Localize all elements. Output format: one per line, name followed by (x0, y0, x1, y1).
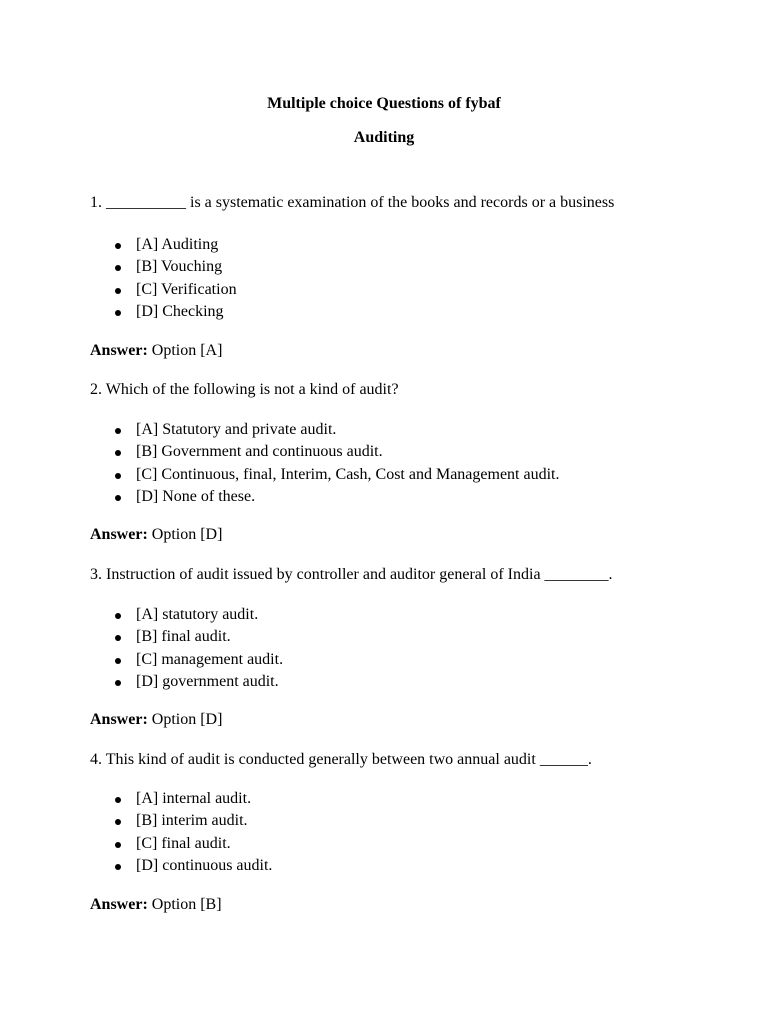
option-text: [C] Continuous, final, Interim, Cash, Cost and Management audit. (136, 465, 560, 483)
answer-label: Answer: (90, 711, 148, 728)
document-subtitle: Auditing (353, 129, 415, 146)
option-text: [B] final audit. (136, 628, 231, 646)
bullet-icon (115, 797, 121, 803)
option-item (112, 788, 272, 810)
bullet-icon (115, 450, 121, 456)
bullet-icon (115, 243, 121, 249)
option-item (112, 604, 283, 626)
option-item (112, 279, 237, 301)
question-4-options (112, 788, 272, 877)
option-item (112, 671, 283, 693)
question-1-text: 1. __________ is a systematic examination of the books and records or a business (90, 194, 615, 211)
option-item (112, 649, 283, 671)
option-text: [C] management audit. (136, 650, 284, 668)
option-text: [D] None of these. (136, 487, 256, 505)
option-item (112, 441, 560, 463)
bullet-icon (115, 613, 121, 619)
answer-value: Option [D] (151, 526, 223, 543)
option-text: [A] internal audit. (136, 790, 252, 807)
bullet-icon (115, 635, 121, 641)
option-text: [D] Checking (136, 302, 224, 320)
answer-value: Option [D] (151, 711, 223, 728)
option-text: [B] Government and continuous audit. (136, 443, 383, 461)
option-item (112, 419, 560, 441)
bullet-icon (115, 288, 121, 294)
bullet-icon (115, 495, 121, 501)
document-title: Multiple choice Questions of fybaf (267, 95, 501, 112)
option-item (112, 833, 272, 855)
option-item (112, 810, 272, 832)
question-3-options (112, 604, 283, 693)
option-text: [B] Vouching (136, 258, 223, 276)
option-text: [B] interim audit. (136, 812, 248, 830)
option-item (112, 486, 560, 508)
option-text: [C] Verification (136, 280, 237, 298)
option-text: [D] government audit. (136, 672, 279, 690)
question-4-text: 4. This kind of audit is conducted generally between two annual audit ______. (90, 751, 592, 768)
bullet-icon (115, 265, 121, 271)
option-text: [C] final audit. (136, 834, 231, 852)
bullet-icon (115, 310, 121, 316)
bullet-icon (115, 819, 121, 825)
bullet-icon (115, 428, 121, 434)
option-text: [A] Statutory and private audit. (136, 421, 337, 438)
answer-label: Answer: (90, 342, 148, 359)
bullet-icon (115, 680, 121, 686)
option-item (112, 301, 237, 323)
question-4-answer (90, 895, 222, 915)
option-text: [A] Auditing (136, 236, 219, 253)
option-text: [A] statutory audit. (136, 606, 259, 623)
question-1-options (112, 234, 237, 323)
option-item (112, 626, 283, 648)
answer-label: Answer: (90, 896, 148, 913)
answer-label: Answer: (90, 526, 148, 543)
question-2-options (112, 419, 560, 508)
bullet-icon (115, 864, 121, 870)
option-item (112, 256, 237, 278)
question-2-text: 2. Which of the following is not a kind of audit? (90, 381, 399, 398)
option-item (112, 234, 237, 256)
option-text: [D] continuous audit. (136, 856, 273, 874)
bullet-icon (115, 658, 121, 664)
option-item (112, 855, 272, 877)
question-1-answer (90, 341, 222, 361)
bullet-icon (115, 473, 121, 479)
answer-value: Option [B] (151, 896, 222, 913)
answer-value: Option [A] (151, 342, 223, 359)
option-item (112, 464, 560, 486)
question-2-answer (90, 525, 222, 545)
question-3-answer (90, 710, 222, 730)
question-3-text: 3. Instruction of audit issued by controller and auditor general of India ________. (90, 566, 613, 583)
bullet-icon (115, 842, 121, 848)
